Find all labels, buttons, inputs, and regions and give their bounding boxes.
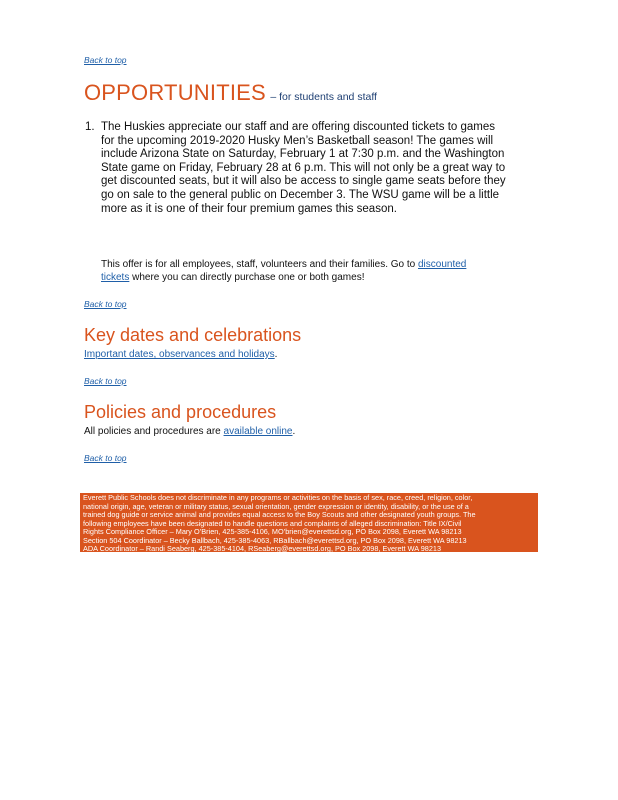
- opportunities-subtitle: – for students and staff: [270, 91, 377, 103]
- opportunity-item-text: [101, 121, 541, 216]
- item-line: State game on Friday, February 28 at 6 p.m. This will not only be a great way to: [101, 161, 506, 174]
- notice-line: Rights Compliance Officer – Mary O’Brien, 425-385-4106, MO’brien@everettsd.org, PO Box 2098, Everett WA 98213: [83, 528, 462, 536]
- offer-paragraph: [101, 259, 531, 284]
- key-dates-line: [84, 349, 277, 362]
- offer-text: This offer is for all employees, staff, volunteers and their families. Go to: [101, 259, 418, 270]
- notice-line: Section 504 Coordinator – Becky Ballbach, 425-385-4063, RBallbach@everettsd.org, PO Box 2098, Everett WA 98213: [83, 536, 467, 545]
- notice-line: ADA Coordinator – Randi Seaberg, 425-385-4104, RSeaberg@everettsd.org, PO Box 2098, Everett WA 98213: [83, 545, 442, 553]
- key-dates-title: Key dates and celebrations: [84, 325, 302, 345]
- policies-period: .: [292, 426, 296, 437]
- notice-line: Everett Public Schools does not discriminate in any programs or activities on the basis of sex, race, creed, religion, color,: [83, 494, 473, 502]
- policies-title: Policies and procedures: [84, 402, 277, 422]
- opportunities-title: OPPORTUNITIES: [84, 80, 266, 105]
- back-to-top-link-4[interactable]: Back to top: [84, 453, 127, 463]
- item-line: The Huskies appreciate our staff and are offering discounted tickets to games: [101, 121, 495, 133]
- opportunities-heading: [84, 80, 377, 106]
- notice-line: national origin, age, veteran or military status, sexual orientation, gender expression or identity, disability, or the use of a: [83, 502, 469, 511]
- back-to-top-link-3[interactable]: Back to top: [84, 376, 127, 386]
- discounted-tickets-link-cont[interactable]: tickets: [101, 271, 130, 283]
- important-dates-link[interactable]: Important dates, observances and holidays: [84, 349, 275, 360]
- item-line: for the upcoming 2019-2020 Husky Men’s Basketball season! The games will: [101, 134, 494, 147]
- discounted-tickets-link[interactable]: discounted: [418, 259, 467, 270]
- policies-line: [84, 426, 295, 439]
- available-online-link[interactable]: available online: [223, 426, 293, 437]
- item-line: get discounted seats, but it will also be access to single game seats before they: [101, 175, 506, 188]
- item-line: include Arizona State on Saturday, February 1 at 7:30 p.m. and the Washington: [101, 148, 505, 161]
- notice-line: trained dog guide or service animal and provides equal access to the Boy Scouts and other designated youth groups. The: [83, 511, 476, 519]
- back-to-top-link-1[interactable]: Back to top: [84, 55, 127, 65]
- item-number: 1.: [85, 121, 95, 133]
- item-line: more as it is one of their four premium games this season.: [101, 202, 397, 215]
- notice-line: following employees have been designated to handle questions and complaints of alleged discrimination: Title IX/Civil: [83, 519, 462, 528]
- offer-text-end: where you can directly purchase one or both games!: [129, 271, 365, 283]
- policies-text: All policies and procedures are: [84, 426, 224, 437]
- back-to-top-link-2[interactable]: Back to top: [84, 299, 127, 309]
- item-line: go on sale to the general public on December 3. The WSU game will be a little: [101, 188, 500, 201]
- nondiscrimination-notice: [80, 493, 538, 552]
- key-dates-period: .: [274, 349, 278, 360]
